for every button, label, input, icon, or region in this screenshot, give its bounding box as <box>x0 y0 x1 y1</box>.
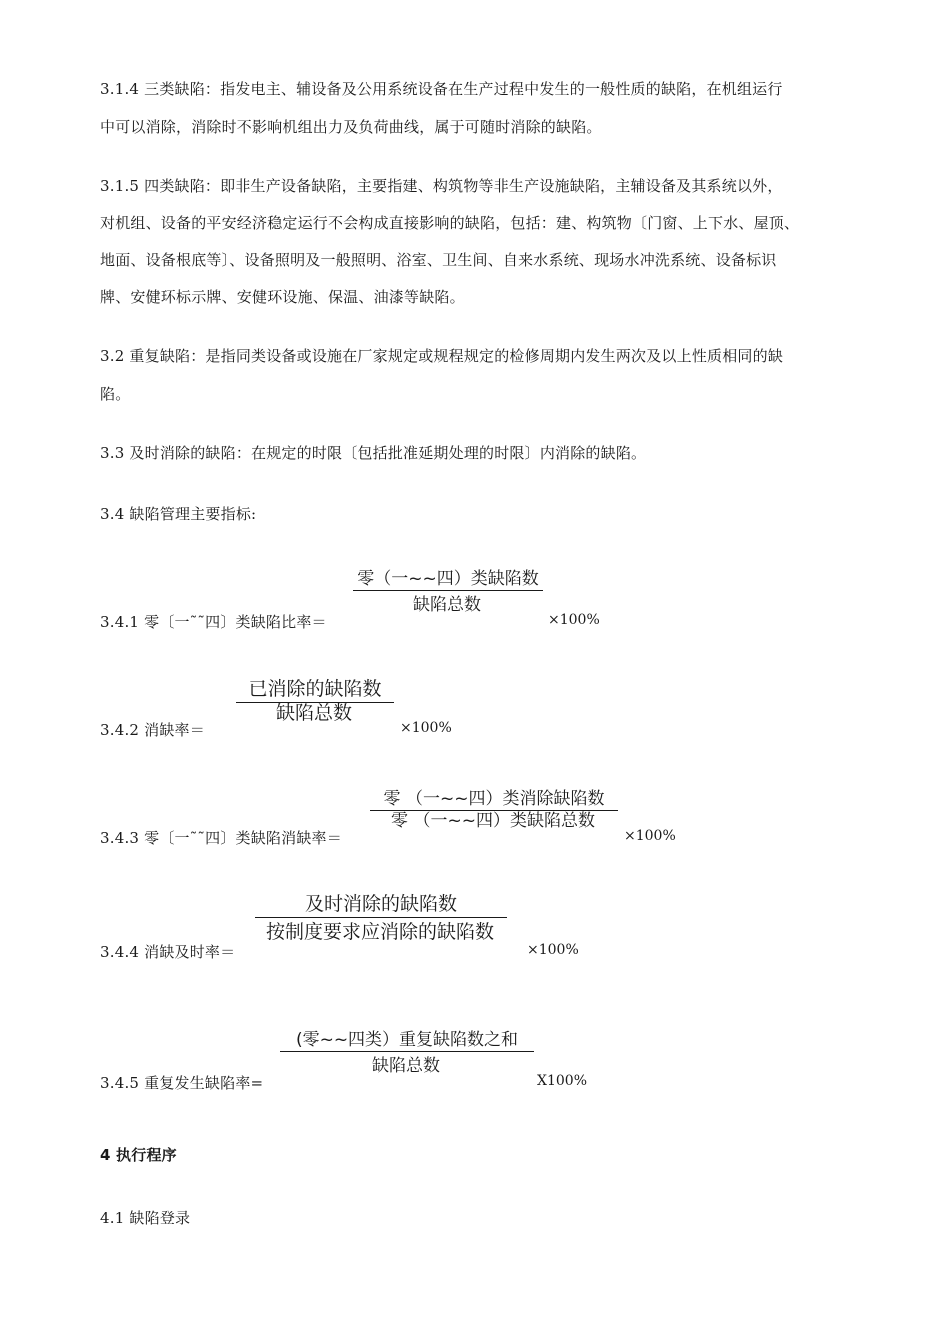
paragraph-3-2-line-1: 3.2 重复缺陷：是指同类设备或设施在厂家规定或规程规定的检修周期内发生两次及以上性质相同的缺 <box>100 347 784 365</box>
section-4-1-heading: 4.1 缺陷登录 <box>100 1209 191 1227</box>
formula-multiplier: ×100% <box>548 612 600 628</box>
paragraph-3-3: 3.3 及时消除的缺陷：在规定的时限〔包括批准延期处理的时限〕内消除的缺陷。 <box>100 444 647 462</box>
formula-multiplier: ×100% <box>624 828 676 844</box>
paragraph-3-1-4-line-1: 3.1.4 三类缺陷：指发电主、辅设备及公用系统设备在生产过程中发生的一般性质的缺陷，在机组运行 <box>100 80 783 98</box>
paragraph-3-4: 3.4 缺陷管理主要指标: <box>100 505 257 523</box>
formula-label: 3.4.3 零〔一˜˜四〕类缺陷消缺率＝ <box>100 829 342 847</box>
formula-label: 3.4.4 消缺及时率＝ <box>100 943 236 961</box>
paragraph-3-1-4-line-2: 中可以消除，消除时不影响机组出力及负荷曲线，属于可随时消除的缺陷。 <box>100 118 602 136</box>
formula-denominator: 缺陷总数 <box>275 702 352 724</box>
paragraph-3-1-5-line-4: 牌、安健环标示牌、安健环设施、保温、油漆等缺陷。 <box>100 288 465 306</box>
formula-numerator: 零（一~~四）类缺陷数 <box>353 564 543 591</box>
paragraph-3-2-line-2: 陷。 <box>100 385 131 403</box>
formula-multiplier: ×100% <box>527 942 579 958</box>
formula-denominator: 缺陷总数 <box>413 595 481 615</box>
formula-label: 3.4.5 重复发生缺陷率= <box>100 1074 264 1092</box>
formula-label: 3.4.2 消缺率＝ <box>100 721 205 739</box>
section-4-heading: 4 执行程序 <box>100 1146 177 1164</box>
formula-numerator: 已消除的缺陷数 <box>236 674 394 703</box>
paragraph-3-1-5-line-3: 地面、设备根底等〕、设备照明及一般照明、浴室、卫生间、自来水系统、现场水冲洗系统、设备标识 <box>100 251 777 269</box>
formula-denominator: 缺陷总数 <box>372 1056 440 1076</box>
formula-numerator: (零~~四类）重复缺陷数之和 <box>280 1025 534 1052</box>
paragraph-3-1-5-line-1: 3.1.5 四类缺陷：即非生产设备缺陷，主要指建、构筑物等非生产设施缺陷，主辅设备及其系统以外， <box>100 177 783 195</box>
formula-multiplier: X100% <box>537 1073 587 1089</box>
formula-numerator: 及时消除的缺陷数 <box>255 889 507 918</box>
formula-denominator: 按制度要求应消除的缺陷数 <box>265 921 494 943</box>
paragraph-3-1-5-line-2: 对机组、设备的平安经济稳定运行不会构成直接影响的缺陷，包括：建、构筑物〔门窗、上下水、屋顶、 <box>100 214 800 232</box>
formula-multiplier: ×100% <box>400 720 452 736</box>
formula-denominator: 零 （一~~四）类缺陷总数 <box>391 811 595 831</box>
formula-label: 3.4.1 零〔一˜˜四〕类缺陷比率＝ <box>100 613 327 631</box>
formula-numerator: 零 （一~~四）类消除缺陷数 <box>370 784 618 811</box>
